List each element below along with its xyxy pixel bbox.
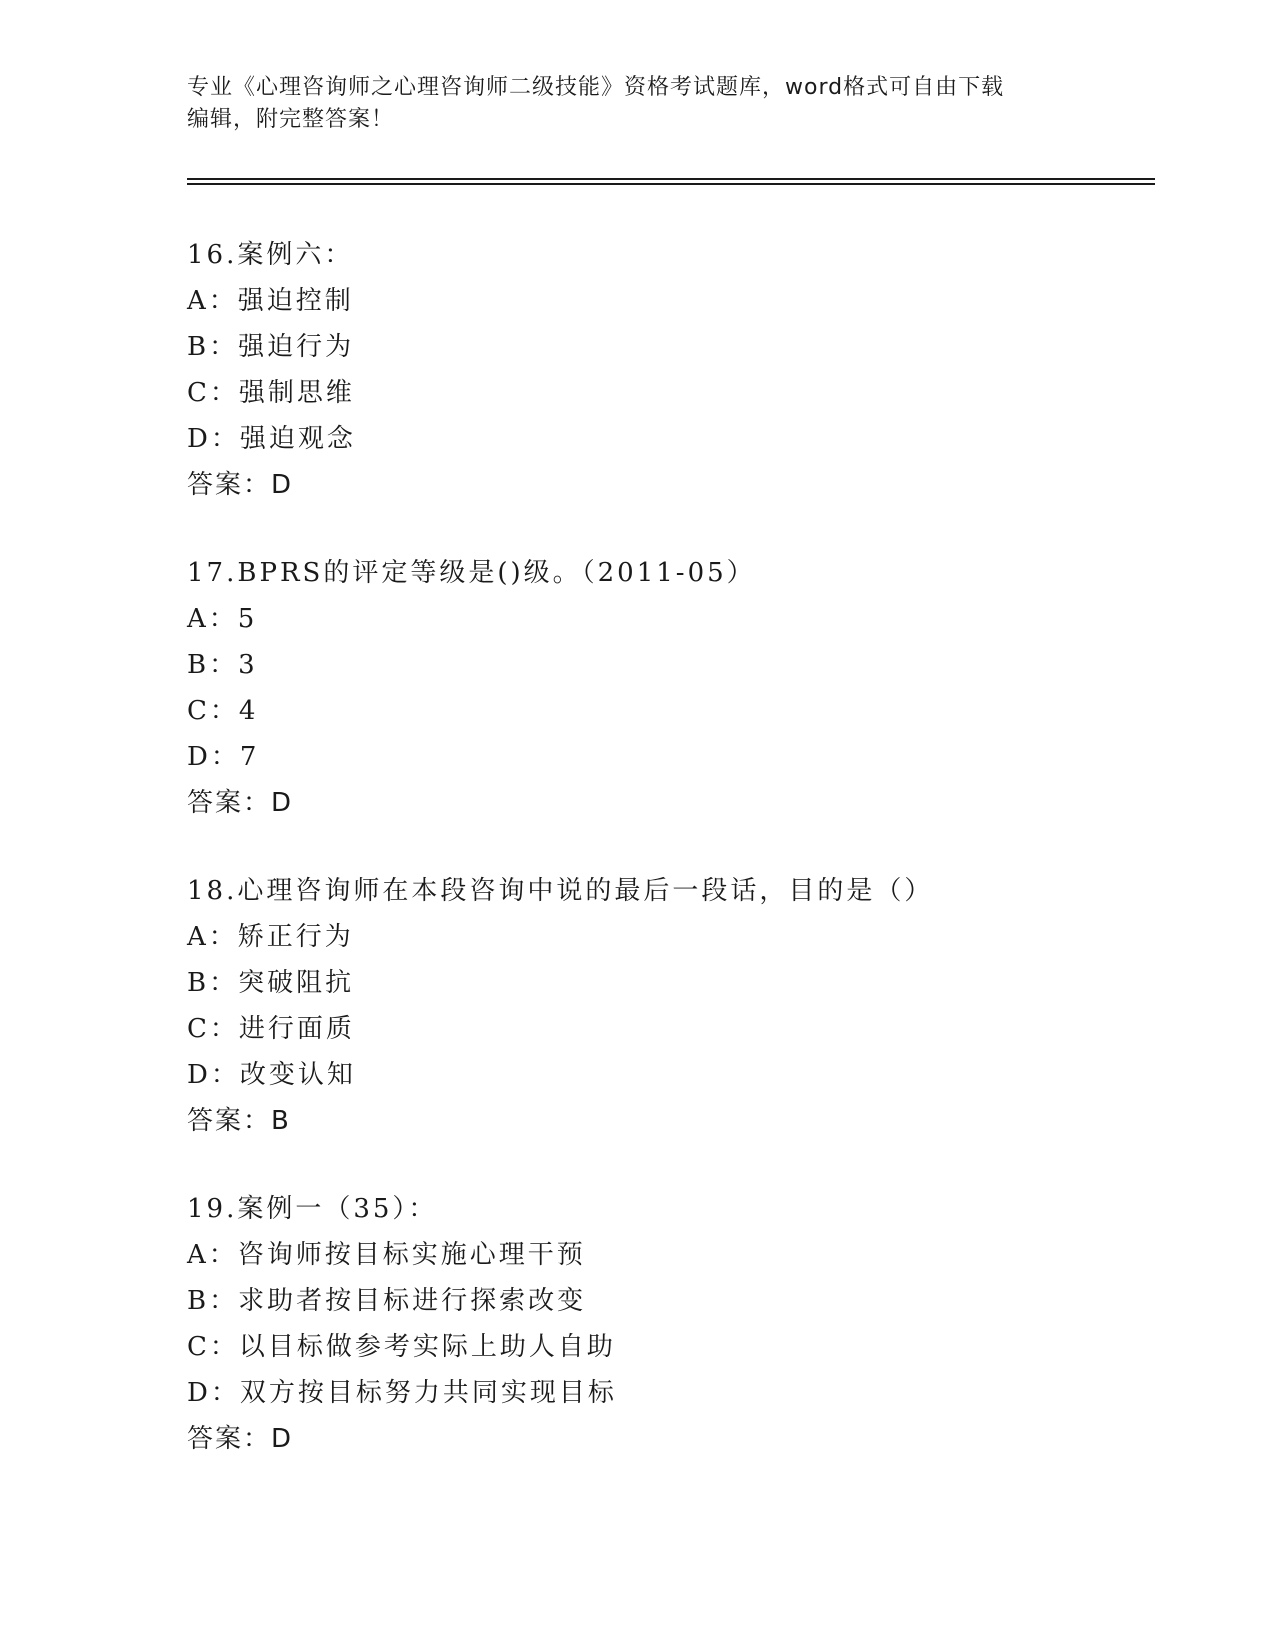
option-c: C：进行面质 [187,1014,355,1044]
option-a: A：5 [187,604,258,634]
option-c: C：4 [187,696,259,726]
option-b: B：强迫行为 [187,332,355,362]
option-d: D：强迫观念 [187,424,356,454]
option-d: D：改变认知 [187,1060,356,1090]
question-stem: 17.BPRS的评定等级是()级。（2011-05） [187,558,756,588]
question-19 [187,1186,1147,1462]
answer-line: 答案：D [187,788,294,818]
header-divider-bottom [187,183,1155,185]
question-stem: 19.案例一（35）： [187,1194,438,1224]
option-a: A：咨询师按目标实施心理干预 [187,1240,586,1270]
option-d: D：双方按目标努力共同实现目标 [187,1378,617,1408]
option-b: B：突破阻抗 [187,968,355,998]
option-b: B：3 [187,650,258,680]
question-stem: 18.心理咨询师在本段咨询中说的最后一段话，目的是（） [187,876,934,906]
question-18 [187,868,1147,1144]
answer-line: 答案：D [187,470,294,500]
header-divider-top [187,178,1155,180]
question-17 [187,550,1147,826]
answer-line: 答案：D [187,1424,294,1454]
document-header [187,72,1087,136]
option-d: D：7 [187,742,260,772]
header-line-2: 编辑，附完整答案！ [187,107,395,132]
option-a: A：强迫控制 [187,286,354,316]
header-line-1: 专业《心理咨询师之心理咨询师二级技能》资格考试题库，word格式可自由下载 [187,75,1005,100]
answer-line: 答案：B [187,1106,291,1136]
question-16 [187,232,1147,508]
option-c: C：强制思维 [187,378,355,408]
option-a: A：矫正行为 [187,922,354,952]
option-c: C：以目标做参考实际上助人自助 [187,1332,616,1362]
option-b: B：求助者按目标进行探索改变 [187,1286,587,1316]
question-stem: 16.案例六： [187,240,354,270]
